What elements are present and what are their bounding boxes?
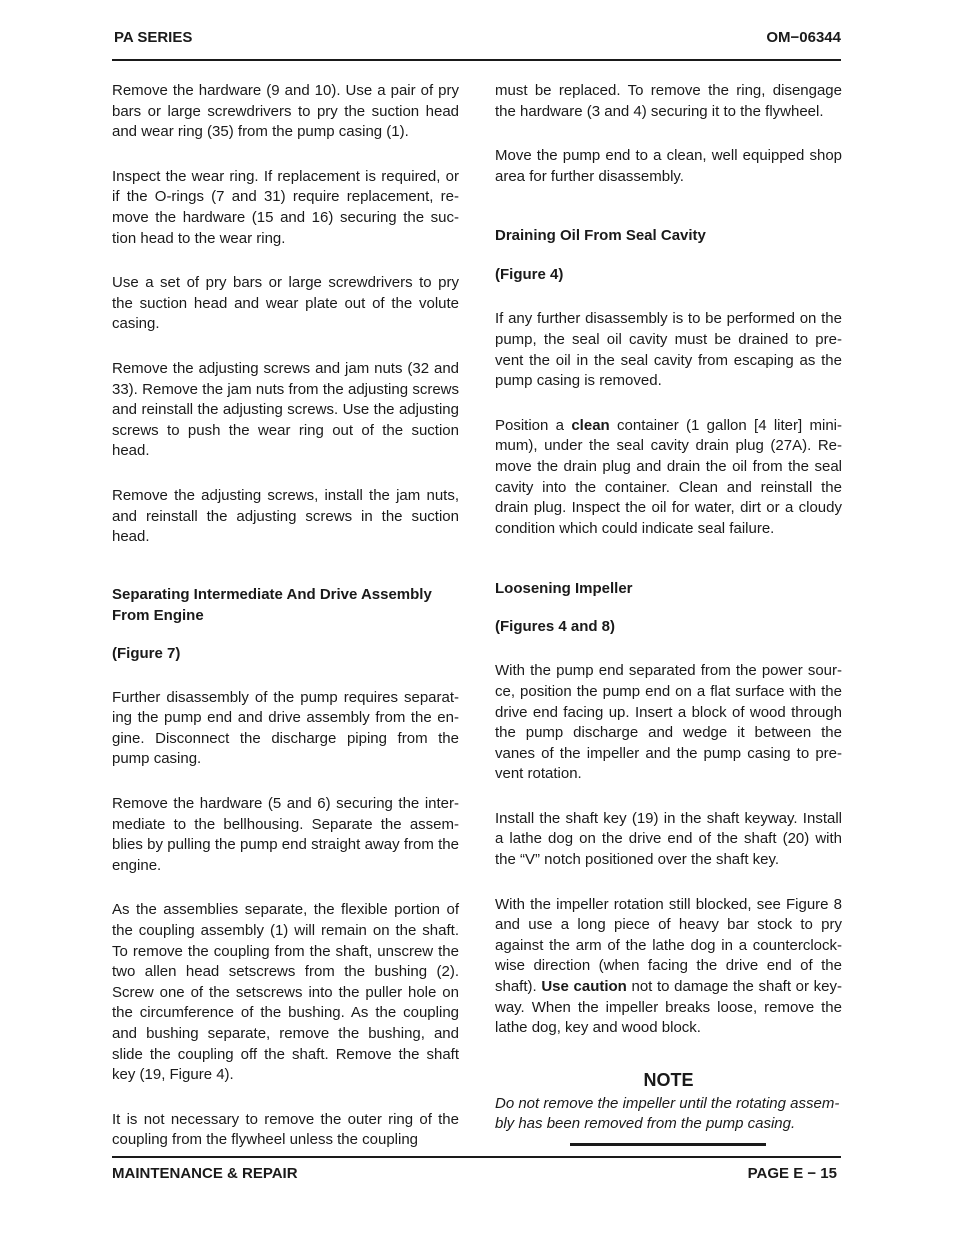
text-run: container (1 gallon [4 liter] mini-mum), under the seal cavity drain plug (27A). Re-move the drain plug and drain the oil from the seal cavity into the container. Clean and reinstall the drain plug. Inspect the oil for water, dirt or a cloudy condition which could indicate seal failure.	[495, 416, 842, 537]
figure-reference: (Figures 4 and 8)	[495, 618, 616, 636]
text-run: not to damage the shaft or key-way. When the impeller breaks loose, remove the lathe dog, key and wood block.	[495, 978, 842, 1037]
paragraph: Remove the adjusting screws and jam nuts (32 and 33). Remove the jam nuts from the adjusting screws and reinstall the adjusting screws. Use the adjusting screws to push the wear ring out of the suction head.	[112, 359, 459, 460]
paragraph	[495, 416, 842, 540]
emphasis-text: Use caution	[541, 978, 627, 996]
left-column	[112, 81, 459, 1175]
paragraph: Remove the adjusting screws, install the jam nuts, and reinstall the adjusting screws in the suction head.	[112, 486, 459, 546]
paragraph: With the pump end separated from the power sour-ce, position the pump end on a flat surface with the drive end facing up. Insert a block of wood through the pump discharge and wedge it between the vanes of the impeller and the pump casing to pre-vent rotation.	[495, 662, 842, 783]
document-number: OM−06344	[766, 29, 841, 46]
note-body: Do not remove the impeller until the rotating assem-bly has been removed from the pump casing.	[495, 1094, 840, 1133]
figure-reference: (Figure 7)	[112, 644, 181, 662]
paragraph: Inspect the wear ring. If replacement is required, or if the O-rings (7 and 31) require replacement, re-move the hardware (15 and 16) securing the suc-tion head to the wear ring.	[112, 167, 459, 247]
paragraph	[495, 895, 842, 1039]
note-heading: NOTE	[643, 1069, 694, 1090]
text-run: Position a	[495, 416, 572, 434]
page-footer	[112, 1165, 841, 1185]
paragraph: must be replaced. To remove the ring, disengage the hardware (3 and 4) securing it to the flywheel.	[495, 82, 842, 120]
series-title: PA SERIES	[114, 29, 193, 46]
page-header	[112, 29, 841, 49]
section-heading: Draining Oil From Seal Cavity	[495, 227, 706, 245]
header-rule	[112, 59, 841, 61]
paragraph: Further disassembly of the pump requires separat-ing the pump end and drive assembly from the en-gine. Disconnect the discharge piping from the pump casing.	[112, 688, 459, 768]
paragraph: It is not necessary to remove the outer ring of the coupling from the flywheel unless the coupling	[112, 1110, 459, 1149]
paragraph: Move the pump end to a clean, well equipped shop area for further disassembly.	[495, 147, 842, 185]
emphasis-text: clean	[571, 416, 610, 434]
section-title: MAINTENANCE & REPAIR	[112, 1165, 298, 1182]
figure-reference: (Figure 4)	[495, 266, 564, 284]
paragraph: Install the shaft key (19) in the shaft keyway. Install a lathe dog on the drive end of the shaft (20) with the “V” notch positioned over the shaft key.	[495, 809, 842, 869]
section-heading: Separating Intermediate And Drive Assembly From Engine	[112, 585, 432, 624]
text-run: With the impeller rotation still blocked, see Figure 8 and use a long piece of heavy bar stock to pry against the arm of the lathe dog in a counterclock-wise direction (when facing the drive end of the shaft).	[495, 895, 842, 996]
page-number: PAGE E − 15	[747, 1165, 837, 1182]
paragraph: Remove the hardware (9 and 10). Use a pair of pry bars or large screwdrivers to pry the suction head and wear ring (35) from the pump casing (1).	[112, 82, 459, 141]
paragraph: Remove the hardware (5 and 6) securing the inter-mediate to the bellhousing. Separate the assem-blies by pulling the pump end straight away from the engine.	[112, 795, 459, 874]
right-column	[495, 81, 842, 1135]
paragraph: If any further disassembly is to be performed on the pump, the seal oil cavity must be drained to pre-vent the oil in the seal cavity from escaping as the pump casing is removed.	[495, 310, 842, 390]
footer-rule	[112, 1156, 841, 1158]
paragraph: As the assemblies separate, the flexible portion of the coupling assembly (1) will remain on the shaft. To remove the coupling from the shaft, unscrew the two allen head setscrews from the bushing (2). Screw one of the setscrews into the puller hole on the circumference of the bushing. As the coupling and bushing separate, remove the bushing, and slide the coupling off the shaft. Remove the shaft key (19, Figure 4).	[112, 901, 459, 1084]
note-rule	[570, 1143, 766, 1146]
section-heading: Loosening Impeller	[495, 580, 633, 598]
paragraph: Use a set of pry bars or large screwdrivers to pry the suction head and wear plate out of the volute casing.	[112, 274, 459, 333]
